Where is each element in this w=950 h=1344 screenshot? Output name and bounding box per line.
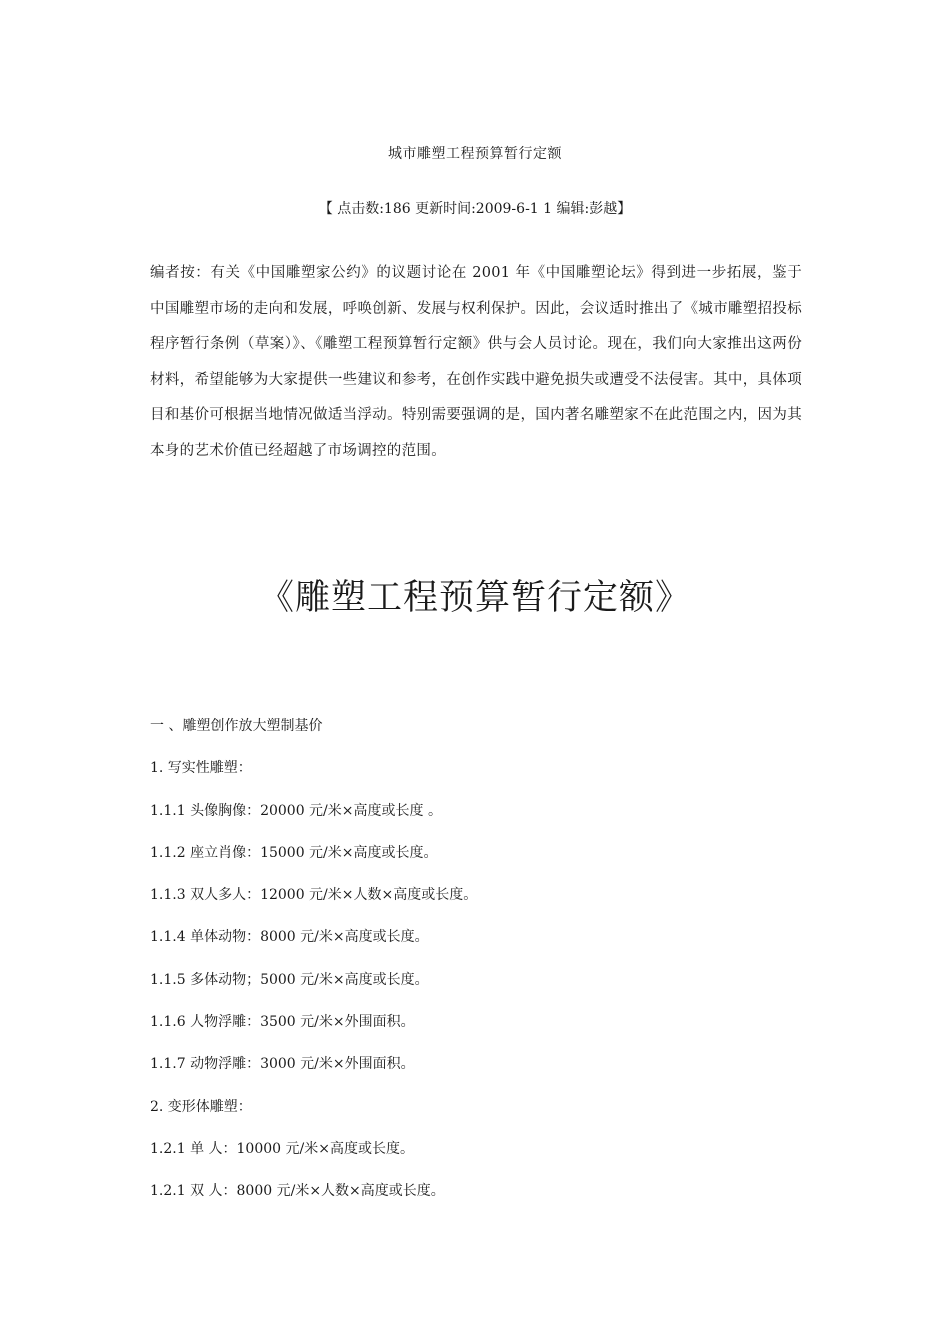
section-heading: 一 、雕塑创作放大塑制基价 — [150, 718, 323, 734]
list-item: 1.1.5 多体动物；5000 元/米×高度或长度。 — [150, 971, 429, 988]
list-item: 1.1.2 座立肖像：15000 元/米×高度或长度。 — [150, 844, 438, 861]
pricing-list — [150, 712, 810, 1220]
list-item: 1.1.6 人物浮雕：3500 元/米×外围面积。 — [150, 1014, 415, 1031]
list-item: 1.1.7 动物浮雕：3000 元/米×外围面积。 — [150, 1056, 415, 1073]
subsection-heading: 1. 写实性雕塑： — [150, 760, 252, 777]
list-item: 1.2.1 单 人：10000 元/米×高度或长度。 — [150, 1140, 414, 1157]
document-title: 城市雕塑工程预算暂行定额 — [388, 146, 562, 162]
editor-note-paragraph: 编者按：有关《中国雕塑家公约》的议题讨论在 2001 年《中国雕塑论坛》得到进一步拓展，鉴于中国雕塑市场的走向和发展，呼唤创新、发展与权利保护。因此，会议适时推出了《城市雕塑招投标程序暂行条例（草案）》、《雕塑工程预算暂行定额》供与会人员讨论。现在，我们向大家推出这两份材料，希望能够为大家提供一些建议和参考，在创作实践中避免损失或遭受不法侵害。其中，具体项目和基价可根据当地情况做适当浮动。特别需要强调的是，国内著名雕塑家不在此范围之内，因为其本身的艺术价值已经超越了市场调控的范围。 — [150, 265, 802, 459]
list-item: 1.1.3 双人多人：12000 元/米×人数×高度或长度。 — [150, 887, 478, 904]
list-item: 1.1.1 头像胸像：20000 元/米×高度或长度 。 — [150, 802, 442, 819]
list-item: 1.2.1 双 人：8000 元/米×人数×高度或长度。 — [150, 1183, 445, 1200]
subsection-heading: 2. 变形体雕塑： — [150, 1098, 252, 1115]
document-meta: 【 点击数:186 更新时间:2009-6-1 1 编辑:彭越】 — [318, 201, 632, 217]
list-item: 1.1.4 单体动物：8000 元/米×高度或长度。 — [150, 929, 429, 946]
main-heading: 《雕塑工程预算暂行定额》 — [258, 578, 691, 618]
